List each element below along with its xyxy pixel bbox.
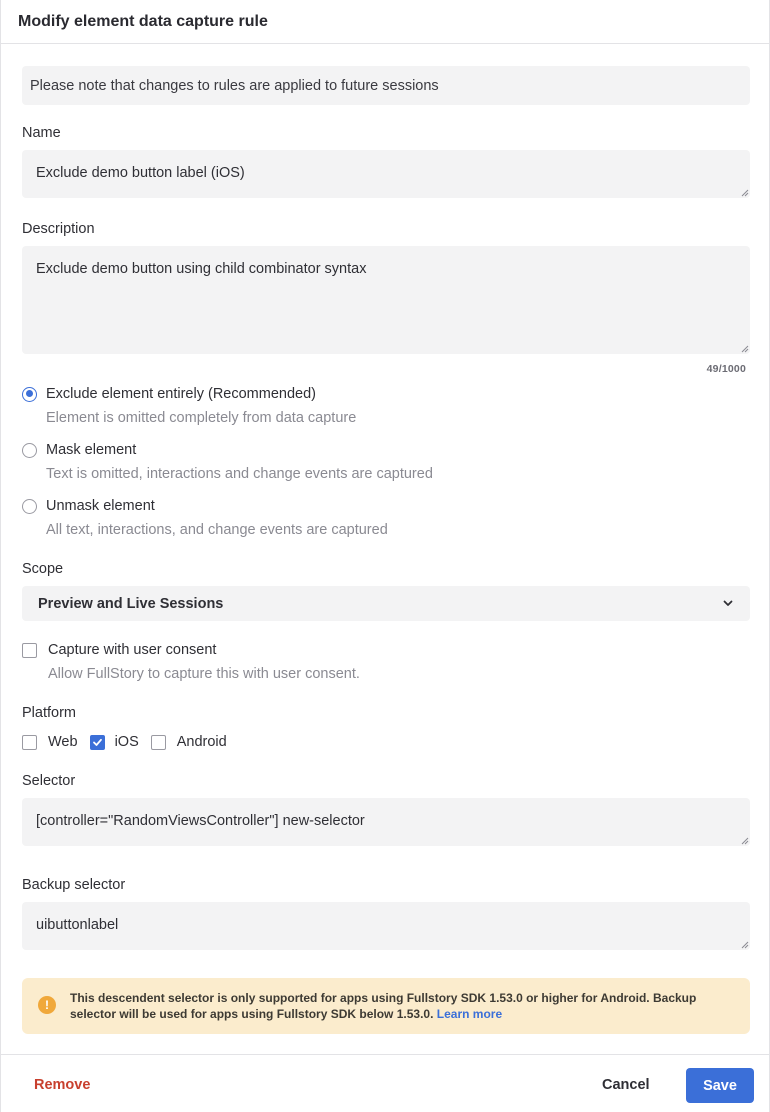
consent-hint: Allow FullStory to capture this with user consent.	[48, 666, 360, 682]
backup-selector-field[interactable]	[22, 902, 750, 950]
radio-hint: All text, interactions, and change events are captured	[46, 522, 388, 538]
web-checkbox[interactable]	[22, 735, 37, 750]
resize-handle-icon[interactable]	[741, 189, 749, 197]
platform-android[interactable]	[151, 734, 227, 750]
consent-checkbox-row[interactable]	[22, 642, 216, 658]
radio-mask-element[interactable]	[22, 442, 136, 458]
radio-unmask-element[interactable]	[22, 498, 155, 514]
dialog-title: Modify element data capture rule	[18, 12, 268, 30]
platform-label-ios: iOS	[114, 734, 139, 750]
chevron-down-icon	[722, 597, 734, 609]
scope-select[interactable]	[22, 586, 750, 621]
backup-selector-value: uibuttonlabel	[36, 917, 119, 933]
radio-label: Exclude element entirely (Recommended)	[46, 386, 316, 402]
radio-selected-icon[interactable]	[22, 387, 37, 402]
selector-value: [controller="RandomViewsController"] new-selector	[36, 813, 365, 829]
platform-ios[interactable]	[90, 734, 139, 750]
android-checkbox[interactable]	[151, 735, 166, 750]
warning-text: This descendent selector is only supported for apps using Fullstory SDK 1.53.0 or higher for Android. Backup selector will be used for apps using Fullstory SDK below 1.53.0.	[70, 991, 697, 1021]
name-value: Exclude demo button label (iOS)	[36, 165, 245, 181]
resize-handle-icon[interactable]	[741, 941, 749, 949]
sdk-warning-banner	[22, 978, 750, 1034]
consent-checkbox[interactable]	[22, 643, 37, 658]
dialog-footer	[1, 1054, 770, 1112]
scope-label: Scope	[22, 561, 64, 577]
radio-unselected-icon[interactable]	[22, 499, 37, 514]
platform-web[interactable]	[22, 734, 78, 750]
info-notice: Please note that changes to rules are applied to future sessions	[22, 66, 750, 105]
radio-hint: Text is omitted, interactions and change events are captured	[46, 466, 433, 482]
learn-more-link[interactable]: Learn more	[436, 1007, 503, 1021]
resize-handle-icon[interactable]	[741, 837, 749, 845]
warning-icon: !	[38, 996, 56, 1014]
platform-label-android: Android	[176, 734, 227, 750]
radio-label: Unmask element	[46, 498, 155, 514]
selector-label: Selector	[22, 773, 76, 789]
ios-checkbox[interactable]	[90, 735, 105, 750]
checkmark-icon	[92, 737, 103, 748]
resize-handle-icon[interactable]	[741, 345, 749, 353]
description-value: Exclude demo button using child combinator syntax	[36, 261, 367, 277]
description-field[interactable]	[22, 246, 750, 354]
save-button[interactable]: Save	[686, 1068, 754, 1103]
radio-unselected-icon[interactable]	[22, 443, 37, 458]
backup-selector-label: Backup selector	[22, 877, 126, 893]
name-field[interactable]	[22, 150, 750, 198]
radio-hint: Element is omitted completely from data capture	[46, 410, 357, 426]
description-label: Description	[22, 221, 95, 237]
cancel-button[interactable]: Cancel	[602, 1077, 650, 1093]
consent-label: Capture with user consent	[48, 642, 217, 658]
radio-exclude-element[interactable]	[22, 386, 316, 402]
name-label: Name	[22, 125, 61, 141]
radio-label: Mask element	[46, 442, 137, 458]
platform-label: Platform	[22, 705, 76, 721]
platform-options	[22, 734, 239, 750]
remove-button[interactable]: Remove	[34, 1077, 91, 1093]
platform-label-web: Web	[48, 734, 78, 750]
scope-value: Preview and Live Sessions	[38, 595, 224, 612]
dialog-header	[1, 0, 769, 44]
character-counter: 49/1000	[706, 363, 746, 375]
selector-field[interactable]	[22, 798, 750, 846]
